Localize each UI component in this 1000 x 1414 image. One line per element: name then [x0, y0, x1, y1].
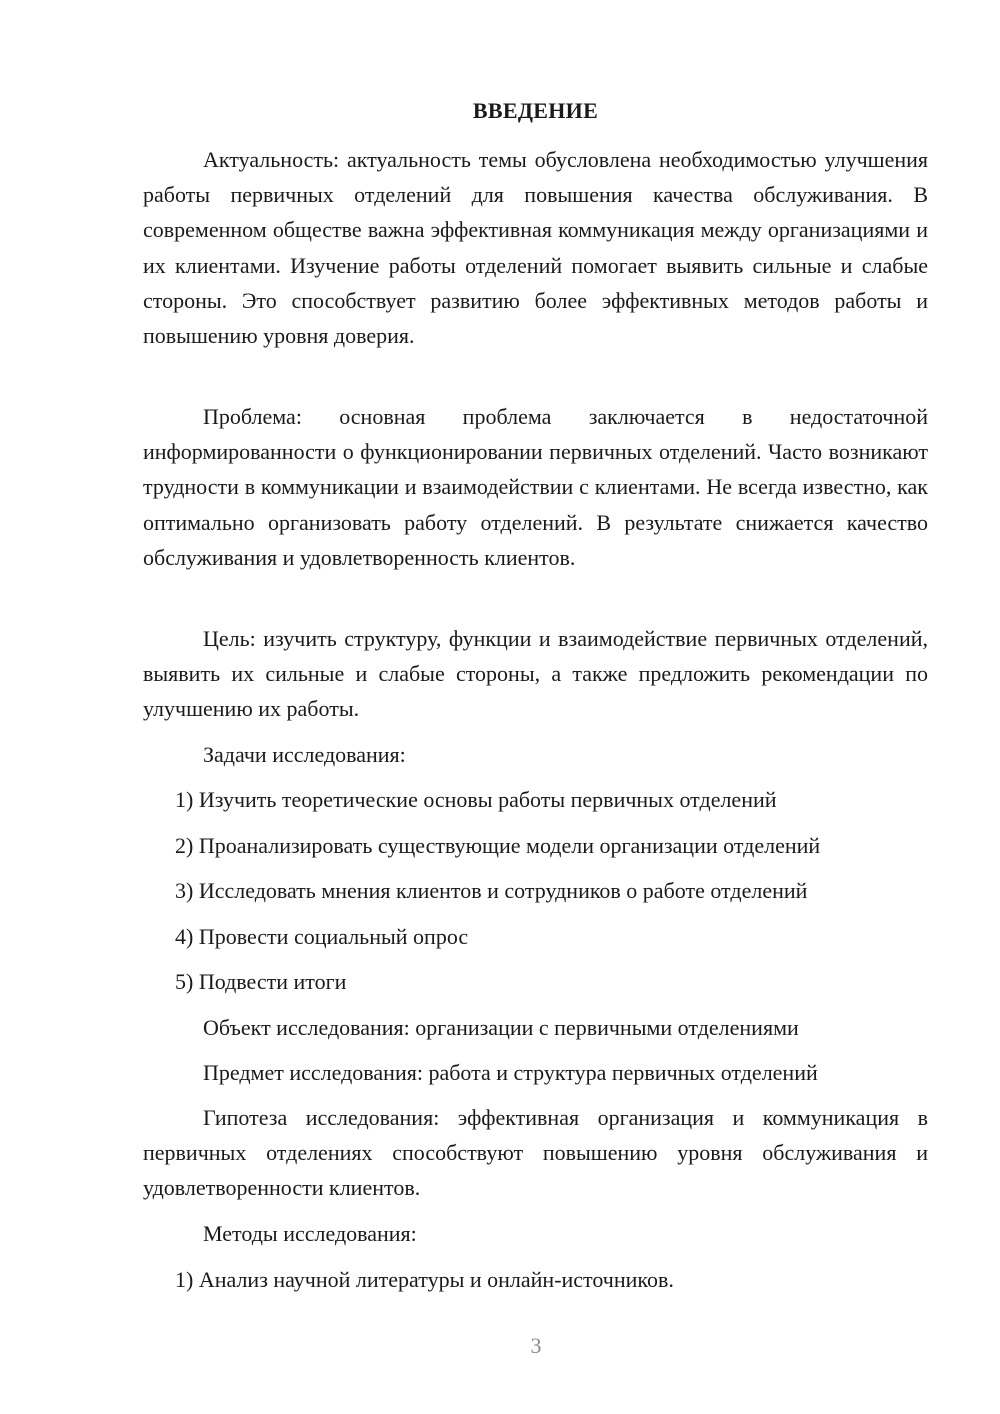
page-number: 3	[530, 1333, 542, 1358]
problem-paragraph: Проблема: основная проблема заключается в недостаточной информированности о функционировании первичных отделений. Часто возникают трудности в коммуникации и взаимодействии с клиентами. Не всегда известно, как оптимально организовать работу отделений. В результате снижается качество обслуживания и удовлетворенность клиентов.	[143, 404, 928, 570]
task-item: 5) Подвести итоги	[175, 969, 347, 994]
method-item: 1) Анализ научной литературы и онлайн-источников.	[175, 1267, 674, 1292]
task-item: 1) Изучить теоретические основы работы первичных отделений	[175, 787, 777, 812]
methods-heading: Методы исследования:	[203, 1221, 417, 1246]
object-paragraph: Объект исследования: организации с первичными отделениями	[203, 1015, 799, 1040]
goal-paragraph: Цель: изучить структуру, функции и взаимодействие первичных отделений, выявить их сильные и слабые стороны, а также предложить рекомендации по улучшению их работы.	[143, 626, 928, 722]
task-item: 2) Проанализировать существующие модели организации отделений	[175, 833, 821, 858]
tasks-heading: Задачи исследования:	[203, 742, 406, 767]
task-item: 3) Исследовать мнения клиентов и сотрудников о работе отделений	[175, 878, 808, 903]
hypothesis-paragraph: Гипотеза исследования: эффективная организация и коммуникация в первичных отделениях способствуют повышению уровня обслуживания и удовлетворенности клиентов.	[143, 1105, 928, 1201]
subject-paragraph: Предмет исследования: работа и структура первичных отделений	[203, 1060, 818, 1085]
relevance-paragraph: Актуальность: актуальность темы обусловлена необходимостью улучшения работы первичных отделений для повышения качества обслуживания. В современном обществе важна эффективная коммуникация между организациями и их клиентами. Изучение работы отделений помогает выявить сильные и слабые стороны. Это способствует развитию более эффективных методов работы и повышению уровня доверия.	[143, 147, 928, 349]
task-item: 4) Провести социальный опрос	[175, 924, 469, 949]
page-title: ВВЕДЕНИЕ	[472, 98, 599, 123]
